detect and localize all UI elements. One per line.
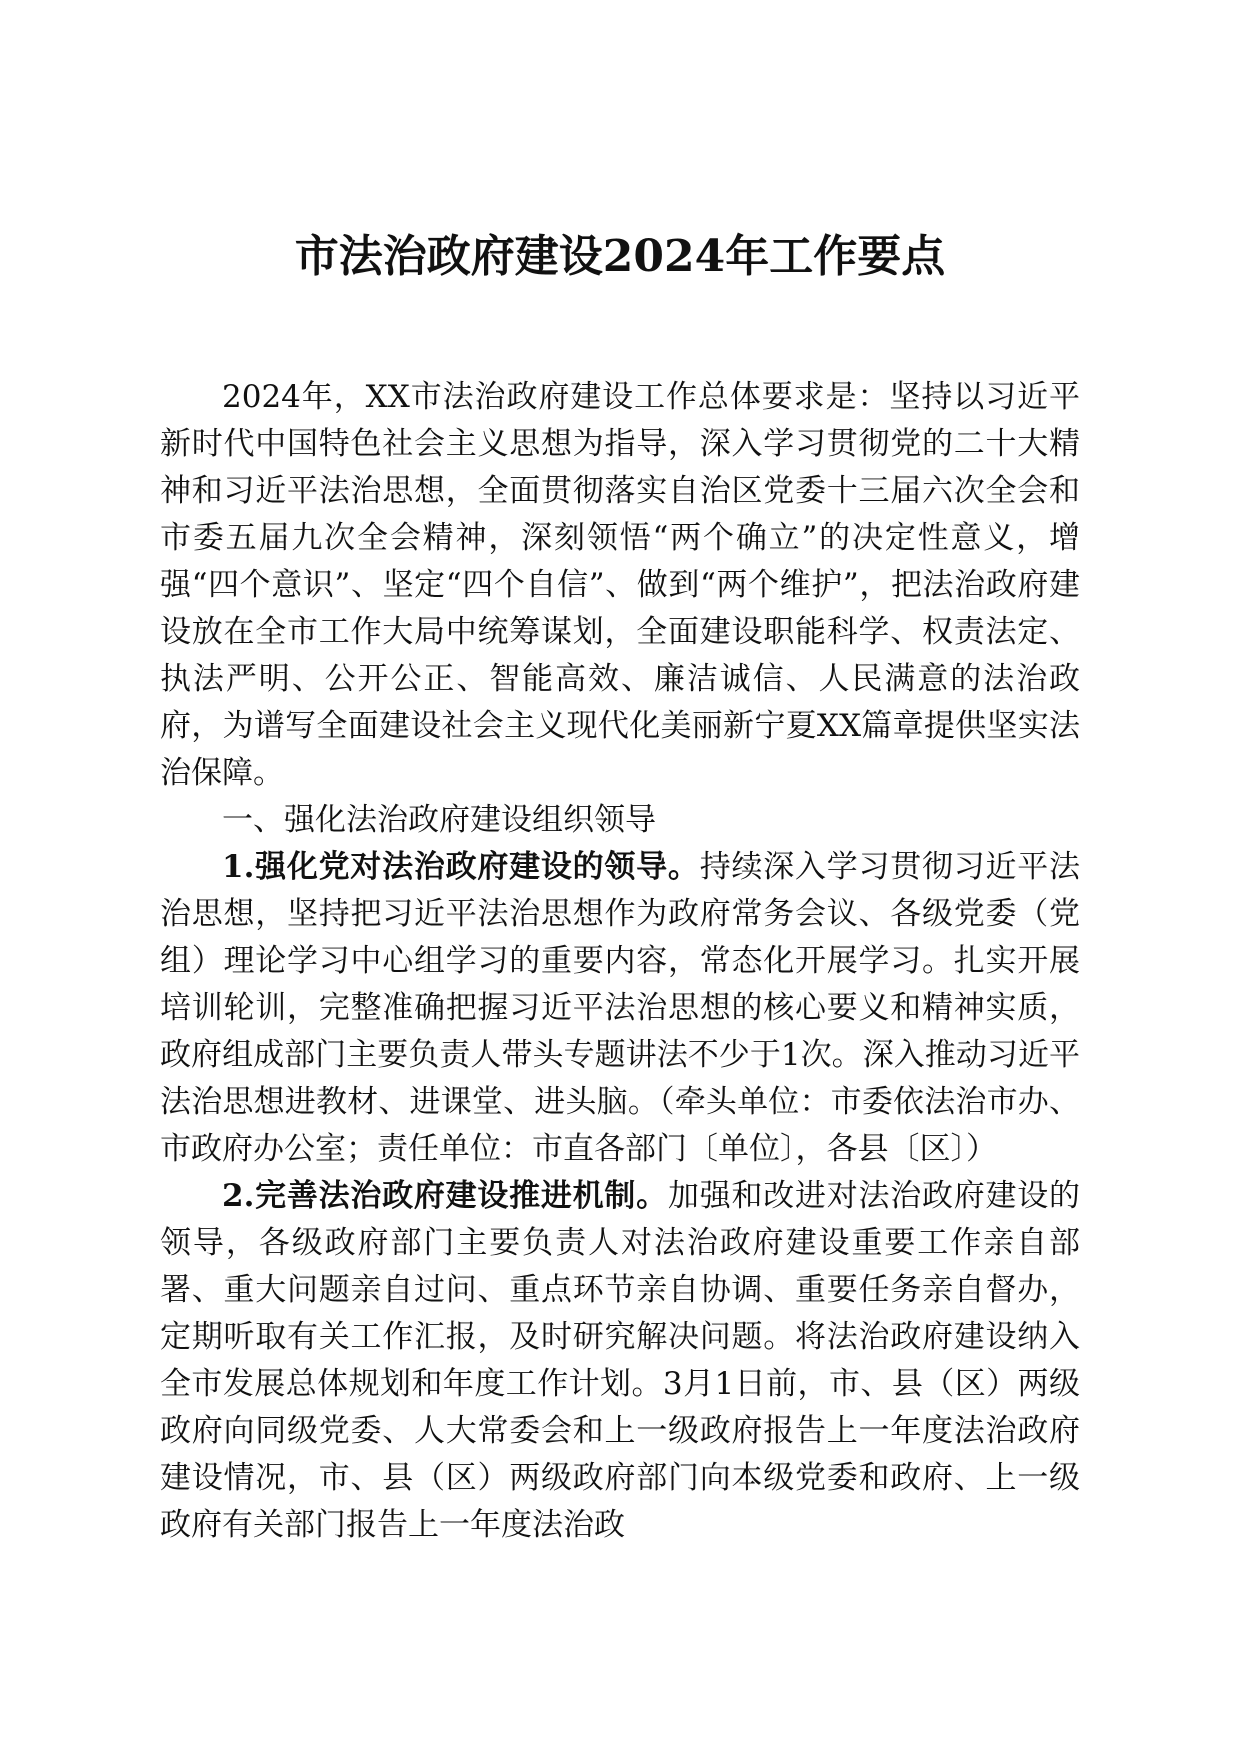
document-body <box>160 374 1080 1549</box>
item-1-lead: 1.强化党对法治政府建设的领导。 <box>222 849 700 885</box>
item-2-lead: 2.完善法治政府建设推进机制。 <box>222 1178 668 1214</box>
intro-paragraph: 2024年，XX市法治政府建设工作总体要求是：坚持以习近平新时代中国特色社会主义思想为指导，深入学习贯彻党的二十大精神和习近平法治思想，全面贯彻落实自治区党委十三届六次全会和市委五届九次全会精神，深刻领悟“两个确立”的决定性意义，增强“四个意识”、坚定“四个自信”、做到“两个维护”，把法治政府建设放在全市工作大局中统筹谋划，全面建设职能科学、权责法定、执法严明、公开公正、智能高效、廉洁诚信、人民满意的法治政府，为谱写全面建设社会主义现代化美丽新宁夏XX篇章提供坚实法治保障。 <box>160 379 1080 791</box>
item-2-text: 加强和改进对法治政府建设的领导，各级政府部门主要负责人对法治政府建设重要工作亲自部署、重大问题亲自过问、重点环节亲自协调、重要任务亲自督办，定期听取有关工作汇报，及时研究解决问题。将法治政府建设纳入全市发展总体规划和年度工作计划。3月1日前，市、县（区）两级政府向同级党委、人大常委会和上一级政府报告上一年度法治政府建设情况，市、县（区）两级政府部门向本级党委和政府、上一级政府有关部门报告上一年度法治政 <box>160 1178 1080 1543</box>
item-1-text: 持续深入学习贯彻习近平法治思想，坚持把习近平法治思想作为政府常务会议、各级党委（党组）理论学习中心组学习的重要内容，常态化开展学习。扎实开展培训轮训，完整准确把握习近平法治思想的核心要义和精神实质，政府组成部门主要负责人带头专题讲法不少于1次。深入推动习近平法治思想进教材、进课堂、进头脑。（牵头单位：市委依法治市办、市政府办公室；责任单位：市直各部门〔单位〕，各县〔区〕） <box>160 849 1080 1167</box>
section-heading-1: 一、强化法治政府建设组织领导 <box>222 802 656 838</box>
document-title: 市法治政府建设2024年工作要点 <box>294 231 946 282</box>
item-1-paragraph <box>160 844 1080 1173</box>
item-2-paragraph <box>160 1173 1080 1549</box>
